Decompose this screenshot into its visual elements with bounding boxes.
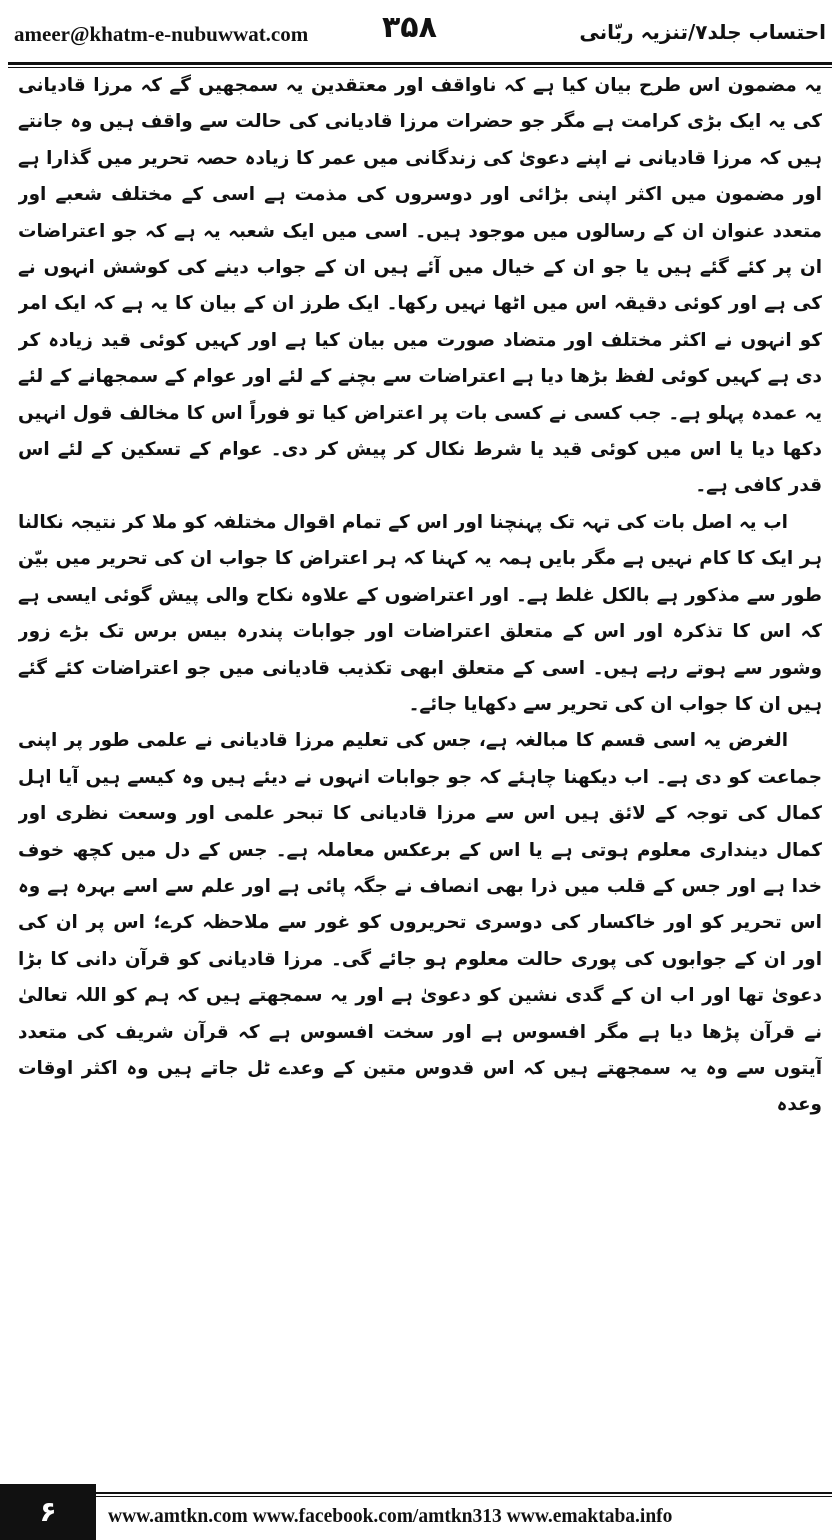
footer-page-number: ۶ bbox=[0, 1484, 96, 1540]
paragraph-1: یہ مضمون اس طرح بیان کیا ہے کہ ناواقف اور معتقدین یہ سمجھیں گے کہ مرزا قادیانی کی یہ ایک بڑی کرامت ہے مگر جو حضرات مرزا قادیانی کی حالت سے واقف ہیں وہ جانتے ہیں کہ مرزا قادیانی نے اپنے دعویٰ کی زندگانی میں عمر کا زیادہ حصہ تحریر میں گذارا ہے اور مضمون میں اکثر اپنی بڑائی اور دوسروں کی مذمت ہے اسی کے مختلف شعبے اور متعدد عنوان ان کے رسالوں میں موجود ہیں۔ اسی میں ایک شعبہ یہ ہے کہ جو اعتراضات ان پر کئے گئے ہیں یا جو ان کے خیال میں آئے ہیں ان کے جواب دینے کی کوشش انہوں نے کی ہے اور کوئی دقیقہ اس میں اٹھا نہیں رکھا۔ ایک طرز ان کے بیان کا یہ ہے کہ ایک امر کو انہوں نے اکثر مختلف اور متضاد صورت میں بیان کیا ہے اور کہیں کوئی قید زیادہ کر دی ہے کہیں کوئی لفظ بڑھا دیا ہے اعتراضات سے بچنے کے لئے اور عوام کے سمجھانے کے لئے یہ عمدہ پہلو ہے۔ جب کسی نے کسی بات پر اعتراض کیا تو فوراً اس کا مخالف قول انہیں دکھا دیا یا اس میں کوئی قید یا شرط نکال کر پیش کر دی۔ عوام کے تسکین کے لئے اس قدر کافی ہے۔ bbox=[18, 75, 822, 497]
paragraph-2: اب یہ اصل بات کی تہہ تک پہنچنا اور اس کے تمام اقوال مختلفہ کو ملا کر نتیجہ نکالنا ہر ایک کا کام نہیں ہے مگر بایں ہمہ یہ کہنا کہ ہر اعتراض کا جواب ان کی تحریر میں بیّن طور سے مذکور ہے بالکل غلط ہے۔ اور اعتراضوں کے علاوہ نکاح والی پیش گوئی ایسی ہے کہ اس کا تذکرہ اور اس کے متعلق اعتراضات اور جوابات پندرہ بیس برس تک بڑے زور وشور سے ہوتے رہے ہیں۔ اسی کے متعلق ابھی تکذیب قادیانی میں جو اعتراضات کئے گئے ہیں ان کا جواب ان کی تحریر سے دکھایا جائے۔ bbox=[18, 511, 822, 715]
footer-links[interactable]: www.amtkn.com www.facebook.com/amtkn313 www.emaktaba.info bbox=[108, 1506, 673, 1527]
header-rule bbox=[8, 62, 832, 65]
footer-rule bbox=[8, 1492, 832, 1494]
header-email: ameer@khatm-e-nubuwwat.com bbox=[14, 22, 309, 46]
footer-rule-thin bbox=[8, 1496, 832, 1497]
page-body bbox=[18, 68, 822, 1450]
page-header bbox=[0, 0, 840, 68]
paragraph-3: الغرض یہ اسی قسم کا مبالغہ ہے، جس کی تعلیم مرزا قادیانی نے علمی طور پر اپنی جماعت کو دی ہے۔ اب دیکھنا چاہئے کہ جو جوابات انہوں نے دیئے ہیں وہ کیسے ہیں آیا اہل کمال کی توجہ کے لائق ہیں اس سے مرزا قادیانی کا تبحر علمی اور وسعت نظری اور کمال دینداری معلوم ہوتی ہے یا اس کے برعکس معاملہ ہے۔ جس کے دل میں کچھ خوف خدا ہے اور جس کے قلب میں ذرا بھی انصاف نے جگہ پائی ہے اور علم سے اسے بہرہ ہے وہ اس تحریر کو اور خاکسار کی دوسری تحریروں کو غور سے ملاحظہ کرے؛ اس پر ان کی اور ان کے جوابوں کی پوری حالت معلوم ہو جائے گی۔ مرزا قادیانی کو قرآن دانی کا بڑا دعویٰ تھا اور اب ان کے گدی نشین کو دعویٰ ہے اور یہ سمجھتے ہیں کہ ہم کو اللہ تعالیٰ نے قرآن پڑھا دیا ہے مگر افسوس ہے اور سخت افسوس ہے کہ قرآن شریف کی متعدد آیتوں سے وہ یہ سمجھتے ہیں کہ اس قدوس متین کے وعدے ٹل جاتے ہیں وہ اکثر اوقات وعدہ bbox=[18, 730, 822, 1116]
header-book-title: احتساب جلد۷/تنزیہ ربّانی bbox=[579, 20, 826, 44]
header-page-number: ۳۵۸ bbox=[382, 10, 437, 45]
